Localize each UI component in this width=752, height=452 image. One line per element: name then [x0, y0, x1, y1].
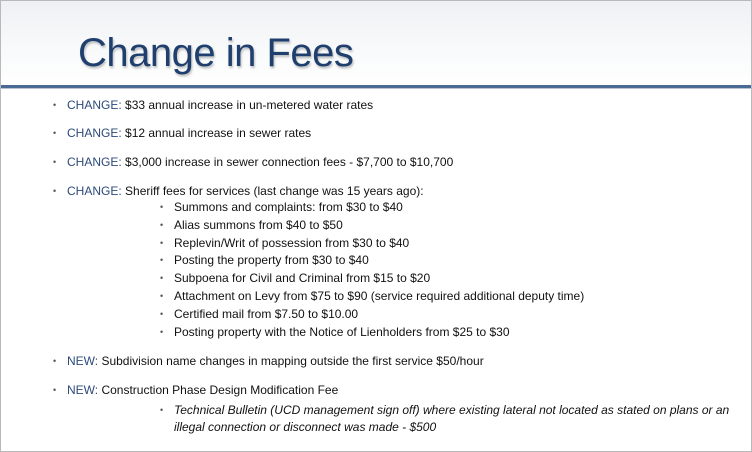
title-rule-shadow: [1, 88, 751, 89]
sub-bullet-text: Alias summons from $40 to $50: [174, 218, 343, 232]
sub-bullet-dot: •: [160, 255, 164, 265]
bullet-keyword: NEW:: [67, 383, 99, 397]
sub-bullet-text: Posting the property from $30 to $40: [174, 253, 369, 267]
sub-bullet-text: Attachment on Levy from $75 to $90 (service required additional deputy time): [174, 289, 585, 303]
sub-bullet-text: Certified mail from $7.50 to $10.00: [174, 307, 359, 321]
bullet-text: [67, 184, 424, 198]
sub-bullet-text: illegal connection or disconnect was made - $500: [174, 420, 437, 434]
bullet-body: $3,000 increase in sewer connection fees - $7,700 to $10,700: [121, 155, 454, 169]
bullet-keyword: CHANGE:: [67, 126, 122, 140]
bullet-body: $33 annual increase in un-metered water rates: [121, 98, 374, 112]
sub-bullet-dot: •: [160, 405, 164, 415]
bullet-keyword: CHANGE:: [67, 98, 122, 112]
bullet-body: Subdivision name changes in mapping outside the first service $50/hour: [98, 354, 484, 368]
bullet-keyword: CHANGE:: [67, 155, 122, 169]
bullet-dot: •: [53, 356, 57, 366]
sub-bullet-dot: •: [160, 220, 164, 230]
bullet-dot: •: [53, 100, 57, 110]
bullet-body: Construction Phase Design Modification Fee: [98, 383, 339, 397]
bullet-text: [67, 155, 453, 169]
sub-bullet-text: Replevin/Writ of possession from $30 to $40: [174, 236, 410, 250]
bullet-text: [67, 98, 373, 112]
bullet-dot: •: [53, 128, 57, 138]
sub-bullet-dot: •: [160, 291, 164, 301]
bullet-text: [67, 383, 338, 397]
sub-bullet-text: Technical Bulletin (UCD management sign off) where existing lateral not located as stated on plans or an: [174, 403, 730, 417]
bullet-dot: •: [53, 186, 57, 196]
bullet-keyword: CHANGE:: [67, 184, 122, 198]
bullet-dot: •: [53, 157, 57, 167]
bullet-dot: •: [53, 385, 57, 395]
bullet-text: [67, 354, 484, 368]
sub-bullet-dot: •: [160, 309, 164, 319]
bullet-text: [67, 126, 311, 140]
sub-bullet-text: Subpoena for Civil and Criminal from $15 to $20: [174, 271, 431, 285]
bullet-body: $12 annual increase in sewer rates: [121, 126, 312, 140]
bullet-keyword: NEW:: [67, 354, 99, 368]
sub-bullet-text: Summons and complaints: from $30 to $40: [174, 200, 403, 214]
sub-bullet-text: Posting property with the Notice of Lienholders from $25 to $30: [174, 325, 510, 339]
sub-bullet-dot: •: [160, 273, 164, 283]
sub-bullet-dot: •: [160, 202, 164, 212]
slide-title: Change in Fees: [78, 31, 354, 75]
sub-bullet-dot: •: [160, 327, 164, 337]
sub-bullet-dot: •: [160, 238, 164, 248]
bullet-body: Sheriff fees for services (last change was 15 years ago):: [121, 184, 424, 198]
